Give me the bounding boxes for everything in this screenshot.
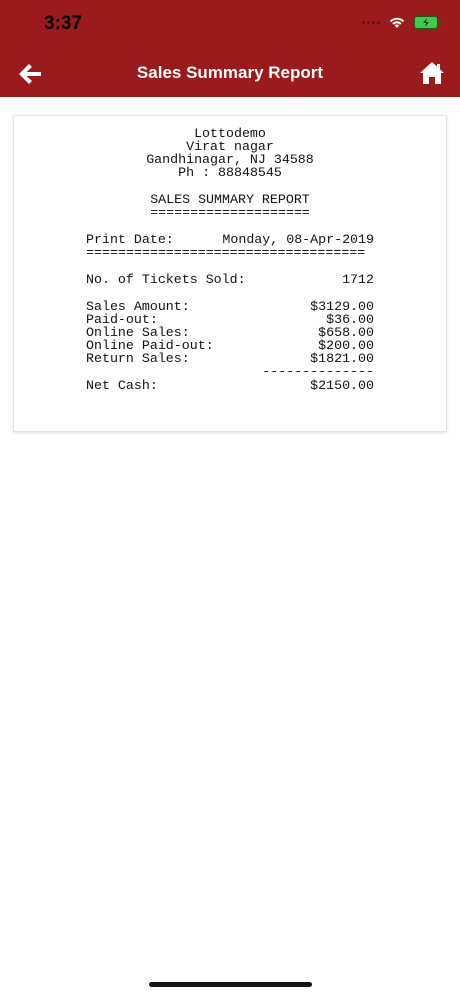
online-sales-value: $658.00 <box>318 325 374 340</box>
store-address-line2: Gandhinagar, NJ 34588 <box>146 152 314 167</box>
battery-icon <box>414 16 438 29</box>
store-phone: Ph : 88848545 <box>178 165 282 180</box>
print-date-label: Print Date: <box>86 232 174 247</box>
cellular-signal-icon <box>362 21 380 24</box>
sales-summary-receipt <box>13 115 447 432</box>
print-date-value: Monday, 08-Apr-2019 <box>222 232 374 247</box>
tickets-sold-label: No. of Tickets Sold: <box>86 272 246 287</box>
return-sales-label: Return Sales: <box>86 351 190 366</box>
net-cash-label: Net Cash: <box>86 378 158 393</box>
navigation-bar <box>0 0 460 97</box>
online-sales-label: Online Sales: <box>86 325 190 340</box>
tickets-sold-value: 1712 <box>342 272 374 287</box>
report-title: SALES SUMMARY REPORT <box>150 192 310 207</box>
online-paid-out-label: Online Paid-out: <box>86 338 214 353</box>
paid-out-label: Paid-out: <box>86 312 158 327</box>
sales-amount-value: $3129.00 <box>310 299 374 314</box>
net-cash-value: $2150.00 <box>310 378 374 393</box>
home-indicator[interactable] <box>149 982 312 987</box>
paid-out-value: $36.00 <box>326 312 374 327</box>
report-title-underline: ==================== <box>150 205 310 220</box>
sales-amount-label: Sales Amount: <box>86 299 190 314</box>
status-time: 3:37 <box>44 13 83 34</box>
online-paid-out-value: $200.00 <box>318 338 374 353</box>
wifi-icon <box>388 16 406 29</box>
total-rule: -------------- <box>262 364 374 379</box>
store-address-line1: Virat nagar <box>186 139 274 154</box>
store-name: Lottodemo <box>194 126 266 141</box>
status-icons <box>362 16 438 29</box>
page-title: Sales Summary Report <box>136 63 324 82</box>
return-sales-value: $1821.00 <box>310 351 374 366</box>
home-button[interactable] <box>419 60 445 86</box>
home-icon <box>419 60 445 86</box>
header-separator: =================================== <box>86 245 366 260</box>
